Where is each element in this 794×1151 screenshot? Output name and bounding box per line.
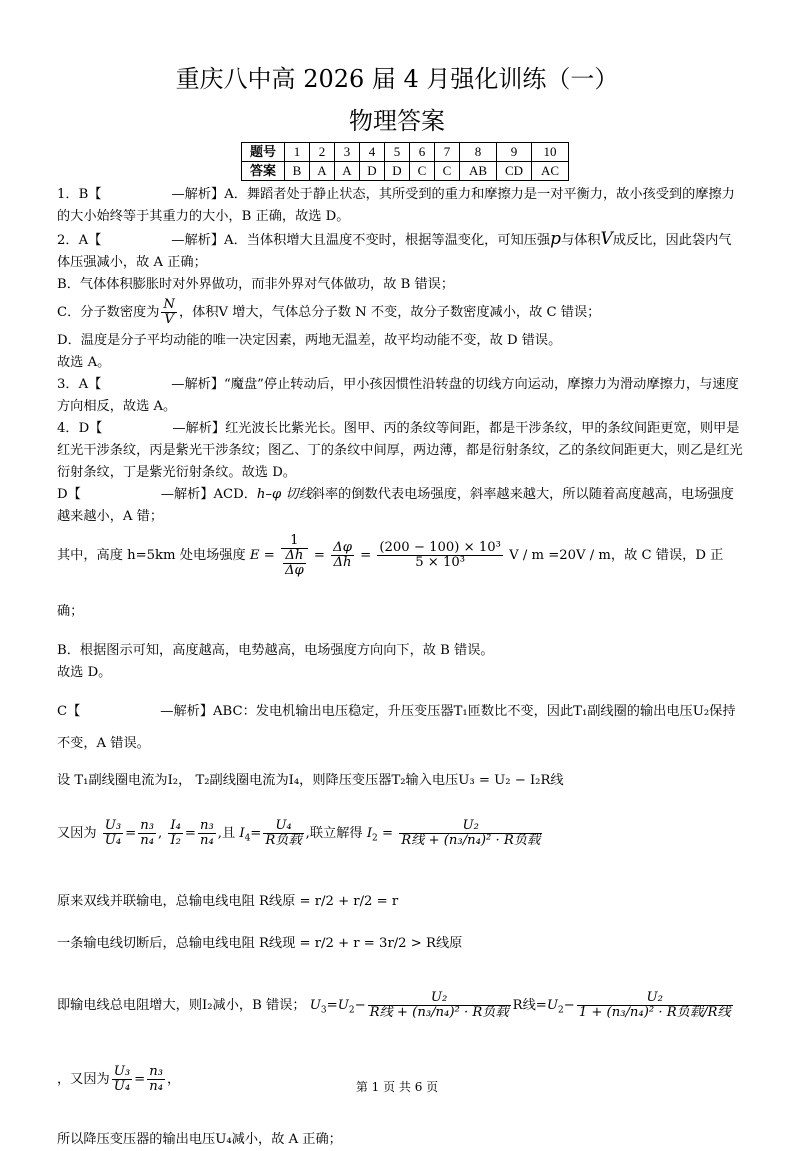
question-number: 2 (310, 143, 335, 162)
q5-conclusion: 故选 D。 (57, 665, 112, 680)
density-fraction: $\frac{N}{V}$ (163, 297, 175, 327)
q1-solution: 1．B【 —解析】A．舞蹈者处于静止状态，其所受到的重力和摩擦力是一对平衡力，故小孩受到的摩擦力的大小始终等于其重力的大小，B 正确，故选 D。 (57, 187, 735, 224)
numeric-fraction: $\frac{\text{(200 − 100) × 10³}}{\text{5 × 10³}}$ (379, 540, 501, 570)
question-number: 1 (285, 143, 310, 162)
answer-cell: AB (460, 162, 497, 181)
q4-solution: 4．D【 —解析】红光波长比紫光长。图甲、丙的条纹等间距，都是干涉条纹，甲的条纹间距更宽，则甲是红光干涉条纹，丙是紫光干涉条纹；图乙、丁的条纹中间厚，两边薄，都是衍射条纹，乙的条纹间距更大，则乙是红光衍射条纹，丁是紫光衍射条纹。故选 D。 (57, 421, 743, 480)
question-number: 8 (460, 143, 497, 162)
question-number: 6 (410, 143, 435, 162)
field-fraction: $\frac{1}{\frac{\Delta h}{\Delta\varphi}}$ (281, 534, 308, 578)
answer-cell: B (285, 162, 310, 181)
question-number: 9 (497, 143, 532, 162)
q2-option-c: C．分子数密度为 $\frac{N}{V}$ ，体积V 增大，气体总分子数 N 不变，故分子数密度减小，故 C 错误； (57, 297, 601, 327)
question-number: 5 (385, 143, 410, 162)
q6-voltage-setup: 设 T₁副线圈电流为I₂， T₂副线圈电流为I₄，则降压变压器T₂输入电压U₃ = U₂ − I₂R线 (57, 773, 564, 788)
answer-cell: A (310, 162, 335, 181)
page-title: 重庆八中高 2026 届 4 月强化训练（一） (175, 65, 619, 93)
q6-solution: C【 —解析】ABC：发电机输出电压稳定，升压变压器T₁匝数比不变，因此T₁副线圈的输出电压U₂保持不变，A 错误。 (57, 704, 736, 751)
answer-table (241, 142, 569, 181)
delta-fraction: $\frac{\Delta\varphi}{\Delta h}$ (333, 540, 352, 570)
answer-cell: D (385, 162, 410, 181)
question-label: 题号 (242, 143, 285, 162)
q6-output-voltage: 所以降压变压器的输出电压U₄减小，故 A 正确； (57, 1132, 342, 1148)
q2-option-b: B．气体体积膨胀时对外界做功，而非外界对气体做功，故 B 错误； (57, 277, 455, 292)
answer-cell: C (410, 162, 435, 181)
answer-label: 答案 (242, 162, 285, 181)
q2-conclusion: 故选 A。 (57, 355, 111, 370)
q6-voltage-derivation: 即输电线总电阻增大，则I₂减小，B 错误； $U_3=U_2-$ $\frac{\text{U₂}}{\text{R线 + (n₃/n₄)² · R负载}}$ R线$=U_2-$ $\frac{\text{U₂}}{\text{1 + (n₃/n₄)² · R负载/R线}}$ ，又因为 $\frac{\text{U₃}}{\text{U₄}}$ = $\frac{\text{n₃}}{\text{n₄}}$ ， (57, 989, 731, 1095)
q2-option-d: D．温度是分子平均动能的唯一决定因素，两地无温差，故平均动能不变，故 D 错误。 (57, 333, 562, 348)
question-row (242, 143, 569, 162)
question-number: 7 (435, 143, 460, 162)
answer-cell: AC (532, 162, 569, 181)
question-number: 3 (335, 143, 360, 162)
page-subtitle: 物理答案 (349, 107, 445, 135)
page-footer: 第 1 页 共 6 页 (355, 1080, 439, 1094)
q3-solution: 3．A【 —解析】“魔盘”停止转动后，甲小孩因惯性沿转盘的切线方向运动，摩擦力为滑动摩擦力，与速度方向相反，故选 A。 (57, 377, 739, 414)
current-solution: $\frac{\text{U₂}}{\text{R线 + (n₃/n₄)² · R负载}}$ (401, 818, 541, 848)
q6-original-resistance: 原来双线并联输电，总输电线电阻 R线原 = r/2 + r/2 = r (57, 893, 399, 909)
q5-solution: D【 —解析】ACD．h–φ 切线斜率的倒数代表电场强度，斜率越来越大，所以随着高度越高，电场强度越来越小，A 错； (57, 487, 734, 524)
answer-cell: CD (497, 162, 532, 181)
answer-row (242, 162, 569, 181)
q6-new-resistance: 一条输电线切断后，总输电线电阻 R线现 = r/2 + r = 3r/2 > R线原 (57, 935, 463, 951)
q6-current-relation: 又因为 $\frac{\text{U₃}}{\text{U₄}}$ = $\frac{\text{n₃}}{\text{n₄}}$ , $\frac{\text{I₄}}{\text{I₂}}$ = $\frac{\text{n₃}}{\text{n₄}}$ ,且 $I_4=$ $\frac{\text{U₄}}{\text{R负载}}$ ,联立解得 $I_2$ = $\frac{\text{U₂}}{\text{R线 + (n₃/n₄)² · R负载}}$ (57, 818, 541, 848)
q2-solution: 2．A【 —解析】A．当体积增大且温度不变时，根据等温变化，可知压强p与体积V成反比，因此袋内气体压强减小，故 A 正确； (57, 229, 732, 270)
question-number: 10 (532, 143, 569, 162)
solution-body (57, 184, 743, 1151)
answer-cell: A (335, 162, 360, 181)
question-number: 4 (360, 143, 385, 162)
answer-cell: C (435, 162, 460, 181)
q5-field-calc: 其中，高度 h=5km 处电场强度 E = $\frac{1}{\frac{\Delta h}{\Delta\varphi}}$ = $\frac{\Delta\varphi}{\Delta h}$ = $\frac{\text{(200 − 100) × 10³}}{\text{5 × 10³}}$ V / m =20V / m，故 C 错误，D 正确； (57, 532, 724, 619)
answer-cell: D (360, 162, 385, 181)
q5-option-b: B．根据图示可知，高度越高，电势越高，电场强度方向向下，故 B 错误。 (57, 643, 494, 658)
